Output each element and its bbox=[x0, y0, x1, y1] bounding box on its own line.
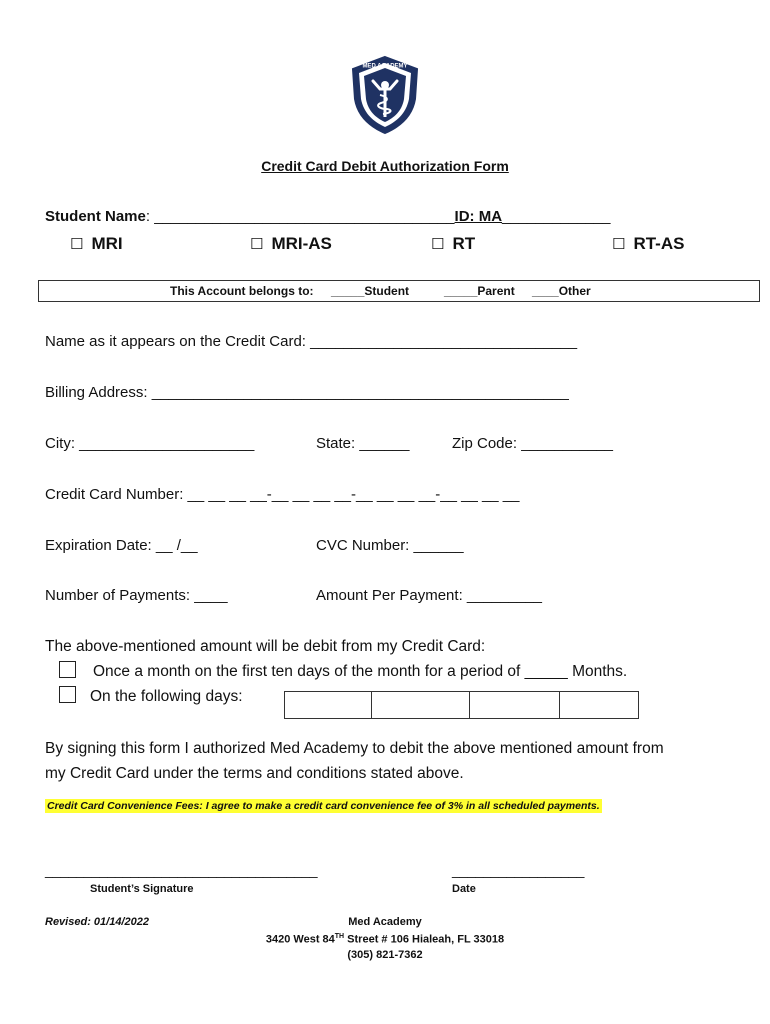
checkbox-icon: ☐ bbox=[250, 236, 264, 253]
program-label: RT bbox=[452, 234, 476, 253]
monthly-option-label: Once a month on the first ten days of the month for a period of _____ Months. bbox=[93, 663, 628, 680]
date-line[interactable]: _________________ bbox=[452, 862, 585, 878]
debit-intro-text: The above-mentioned amount will be debit from my Credit Card: bbox=[45, 638, 486, 655]
footer-address-part: 3420 West 84 bbox=[265, 933, 335, 946]
program-option-rt[interactable] bbox=[431, 234, 475, 254]
revised-date: Revised: 01/14/2022 bbox=[45, 916, 149, 928]
account-option-parent[interactable]: _____Parent bbox=[444, 284, 515, 298]
footer-address-superscript: TH bbox=[334, 933, 345, 940]
number-of-payments-field[interactable]: Number of Payments: ____ bbox=[45, 587, 228, 604]
program-option-rt-as[interactable] bbox=[612, 234, 684, 254]
zip-code-field[interactable]: Zip Code: ___________ bbox=[452, 435, 613, 452]
program-label: MRI-AS bbox=[271, 234, 332, 253]
footer-address bbox=[0, 933, 770, 946]
payment-day-box-1[interactable] bbox=[284, 691, 372, 719]
student-name-label: Student Name bbox=[45, 208, 146, 225]
student-name-field[interactable]: : ____________________________________ bbox=[145, 208, 455, 225]
checkbox-icon: ☐ bbox=[612, 236, 626, 253]
payment-day-box-3[interactable] bbox=[469, 691, 560, 719]
following-days-label: On the following days: bbox=[90, 688, 243, 705]
footer-address-part: Street # 106 Hialeah, FL 33018 bbox=[344, 933, 505, 946]
amount-per-payment-field[interactable]: Amount Per Payment: _________ bbox=[316, 587, 542, 604]
billing-address-field[interactable]: Billing Address: __________________________________________________ bbox=[45, 384, 569, 401]
footer-org-name: Med Academy bbox=[348, 916, 422, 928]
authorization-text-line-2: my Credit Card under the terms and conditions stated above. bbox=[45, 765, 464, 782]
payment-day-box-2[interactable] bbox=[371, 691, 470, 719]
state-field[interactable]: State: ______ bbox=[316, 435, 410, 452]
city-field[interactable]: City: _____________________ bbox=[45, 435, 255, 452]
med-academy-logo bbox=[349, 55, 421, 135]
card-number-field[interactable]: Credit Card Number: __ __ __ __-__ __ __ __-__ __ __ __-__ __ __ __ bbox=[45, 486, 520, 503]
signature-line[interactable]: ___________________________________ bbox=[45, 862, 318, 878]
program-option-mri-as[interactable] bbox=[250, 234, 332, 254]
convenience-fee-notice: Credit Card Convenience Fees: I agree to make a credit card convenience fee of 3% in all scheduled payments. bbox=[47, 800, 600, 812]
monthly-option-checkbox[interactable] bbox=[59, 661, 76, 678]
logo-text: MED ACADEMY bbox=[362, 63, 408, 70]
checkbox-icon: ☐ bbox=[70, 236, 84, 253]
id-label: ID: MA bbox=[454, 208, 503, 225]
payment-day-box-4[interactable] bbox=[559, 691, 639, 719]
cvc-number-field[interactable]: CVC Number: ______ bbox=[316, 537, 464, 554]
footer-phone: (305) 821-7362 bbox=[347, 949, 423, 961]
signature-label: Student’s Signature bbox=[90, 883, 194, 895]
following-days-checkbox[interactable] bbox=[59, 686, 76, 703]
program-label: RT-AS bbox=[633, 234, 685, 253]
form-title: Credit Card Debit Authorization Form bbox=[261, 158, 509, 174]
account-owner-label: This Account belongs to: bbox=[170, 284, 314, 298]
account-option-other[interactable]: ____Other bbox=[532, 284, 591, 298]
checkbox-icon: ☐ bbox=[431, 236, 445, 253]
id-field[interactable]: _____________ bbox=[502, 208, 611, 225]
expiration-date-field[interactable]: Expiration Date: __ /__ bbox=[45, 537, 198, 554]
program-option-mri[interactable] bbox=[70, 234, 123, 254]
account-option-student[interactable]: _____Student bbox=[331, 284, 410, 298]
program-label: MRI bbox=[91, 234, 123, 253]
authorization-text-line-1: By signing this form I authorized Med Academy to debit the above mentioned amount from bbox=[45, 740, 664, 757]
student-name-row bbox=[45, 208, 610, 225]
cardholder-name-field[interactable]: Name as it appears on the Credit Card: ________________________________ bbox=[45, 333, 578, 350]
date-label: Date bbox=[452, 883, 476, 895]
